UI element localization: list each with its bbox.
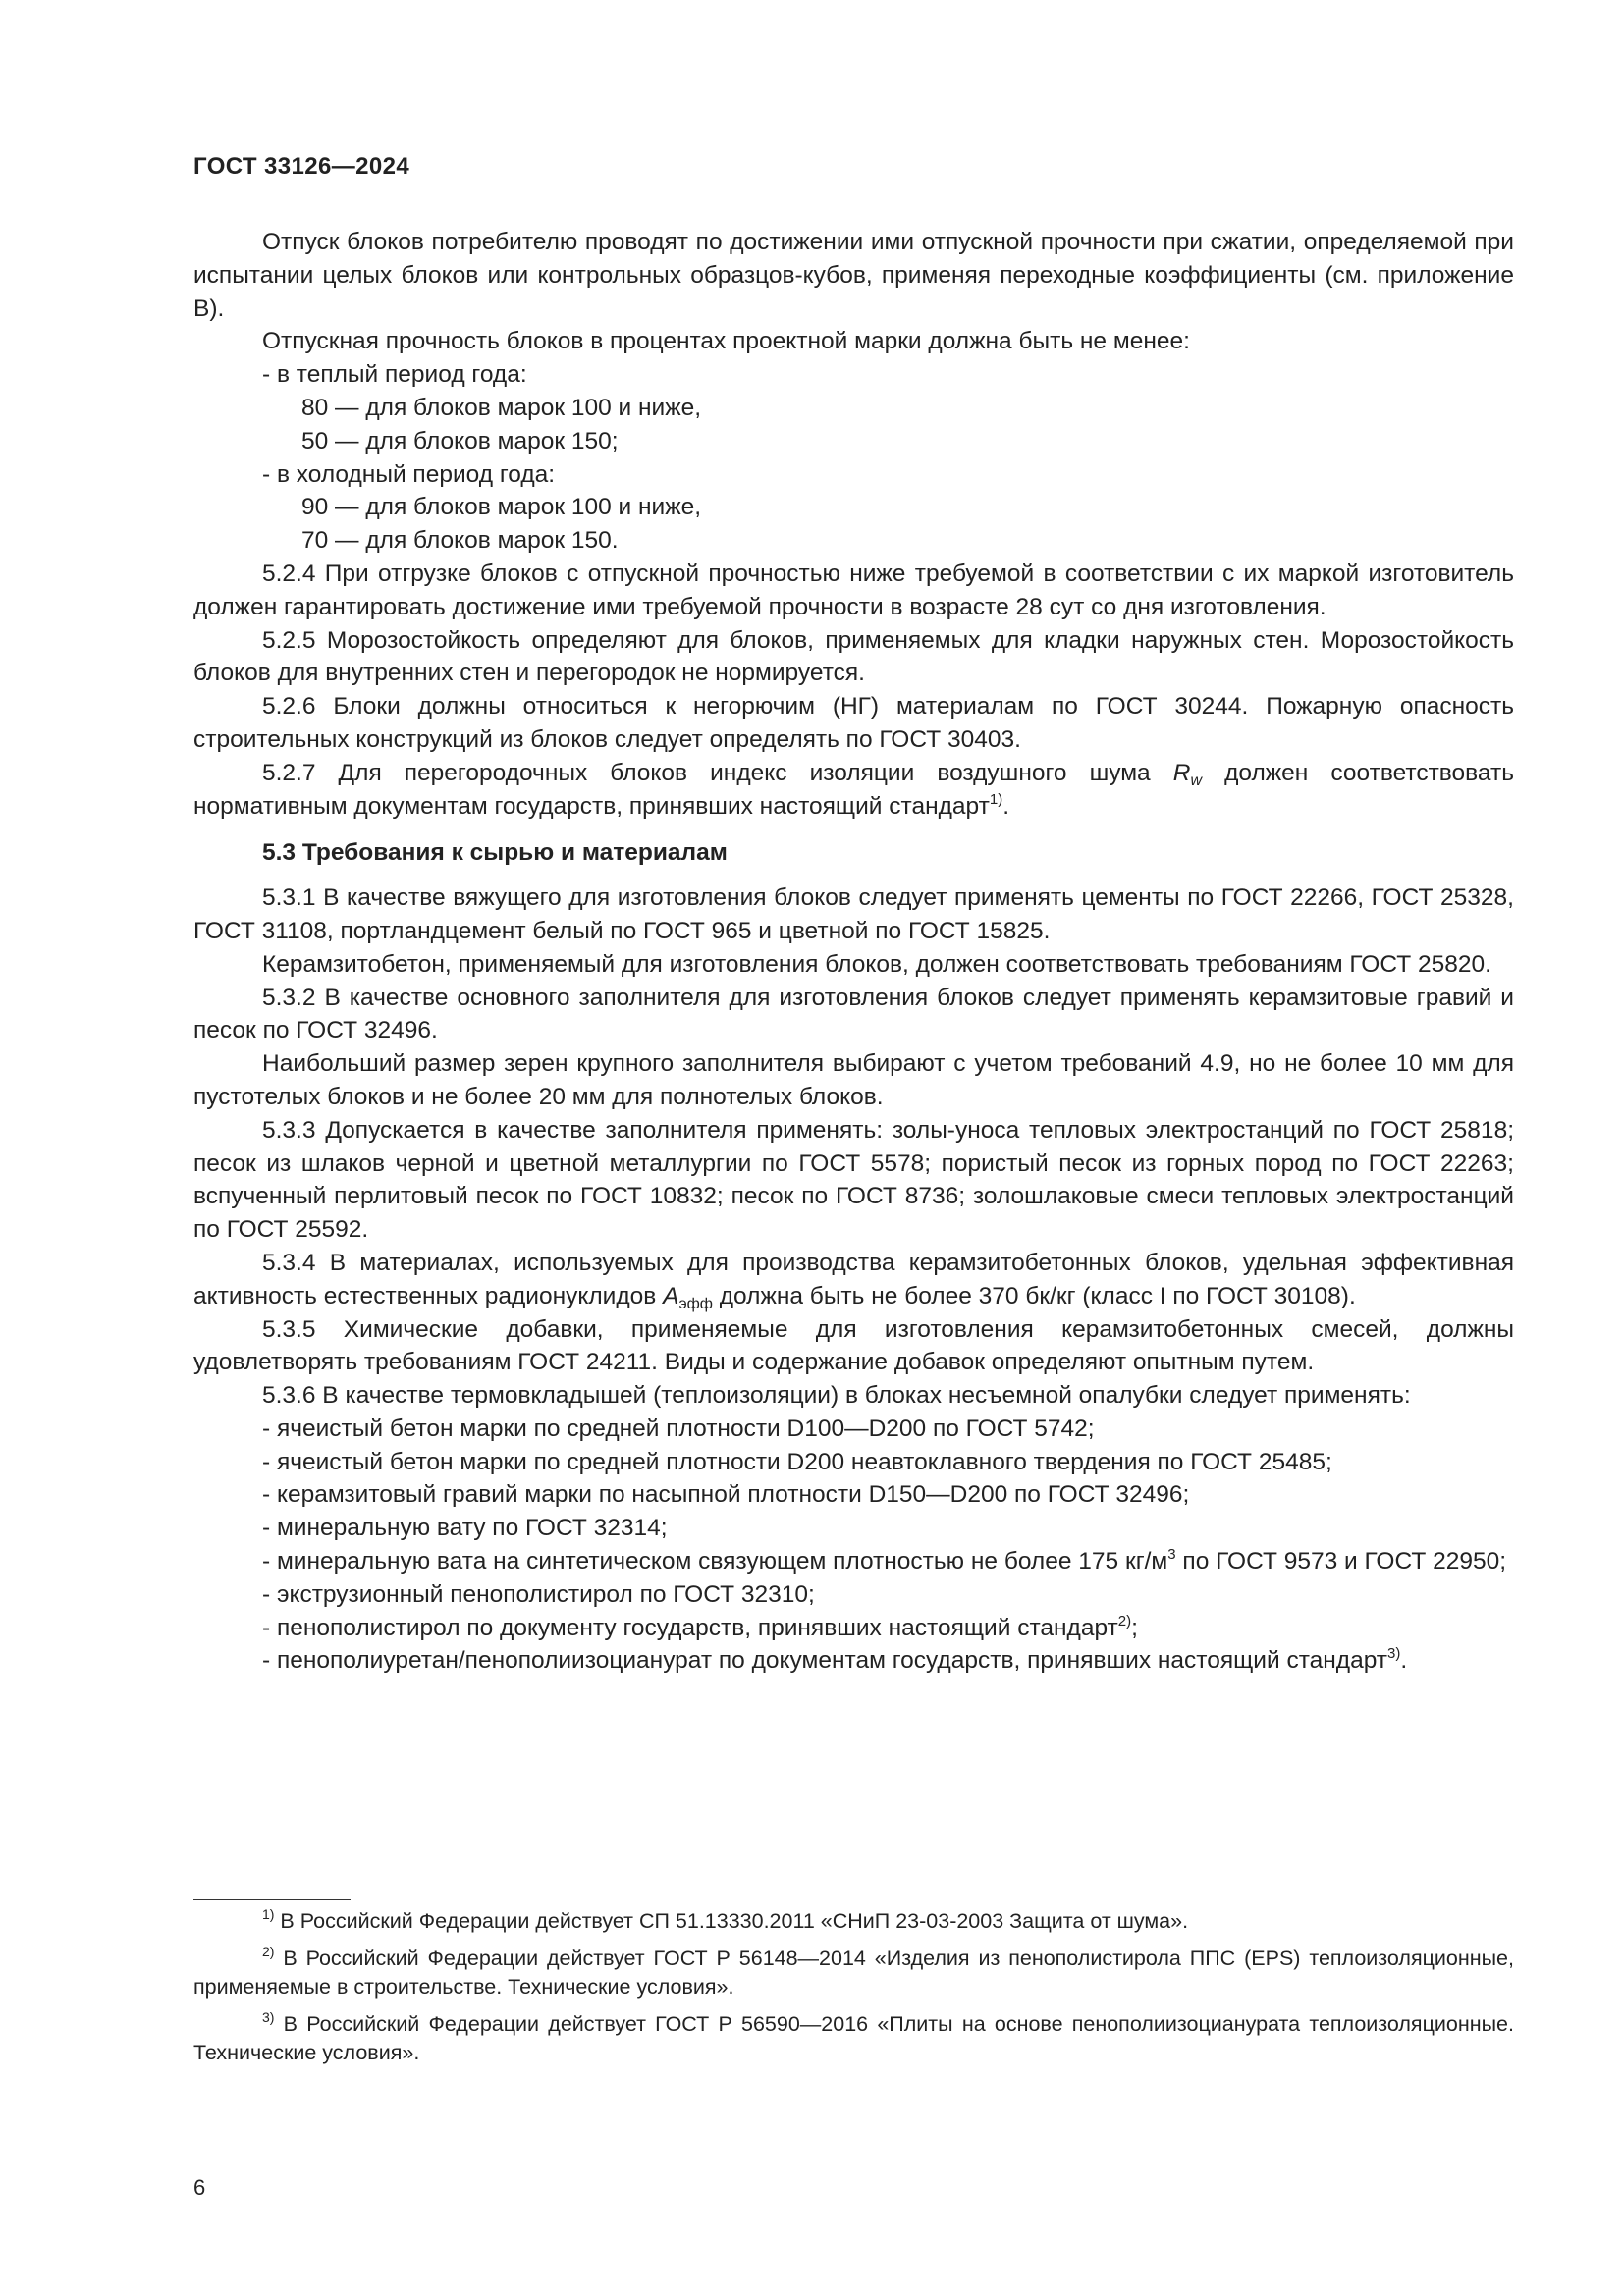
clause-5-2-4: 5.2.4 При отгрузке блоков с отпускной прочностью ниже требуемой в соответствии с их маркой изготовитель должен гарантировать достижение ими требуемой прочности в возрасте 28 сут со дня изготовления. [193,560,1514,620]
paragraph-release: Отпуск блоков потребителю проводят по достижении ими отпускной прочности при сжатии, определяемой при испытании целых блоков или контрольных образцов-кубов, применяя переходные коэффициенты (см. приложение В). [193,229,1514,322]
clause-text: 5.3.4 В материалах, используемых для производства керамзитобетонных блоков, удельная эффективная активность естественных радионуклидов [193,1249,1514,1309]
variable-subscript: w [1190,772,1203,789]
list-item: - ячеистый бетон марки по средней плотности D100—D200 по ГОСТ 5742; [262,1415,1095,1442]
list-item: - ячеистый бетон марки по средней плотности D200 неавтоклавного твердения по ГОСТ 25485; [262,1448,1332,1475]
list-item [193,1644,1514,1678]
document-body [193,226,1514,1678]
footnote-mark: 3) [262,2009,275,2025]
list-item-text: - пенополистирол по документу государств, принявших настоящий стандарт [262,1614,1118,1641]
clause-5-2-6: 5.2.6 Блоки должны относиться к негорючим (НГ) материалам по ГОСТ 30244. Пожарную опасность строительных конструкций из блоков следует определять по ГОСТ 30403. [193,693,1514,753]
list-item-text: по ГОСТ 9573 и ГОСТ 22950; [1175,1548,1507,1575]
variable-subscript: эфф [678,1295,713,1312]
list-item: - минеральную вату по ГОСТ 32314; [262,1515,668,1542]
list-item-text: ; [1131,1614,1138,1641]
footnote-1 [193,1907,1514,1936]
clause-5-2-5: 5.2.5 Морозостойкость определяют для блоков, применяемых для кладки наружных стен. Морозостойкость блоков для внутренних стен и перегородок не нормируется. [193,626,1514,687]
clause-5-2-7 [193,757,1514,824]
list-subitem: 90 — для блоков марок 100 и ниже, [301,494,702,521]
list-subitem: 50 — для блоков марок 150; [301,427,619,454]
paragraph-grain-size: Наибольший размер зерен крупного заполнителя выбирают с учетом требований 4.9, но не более 10 мм для пустотелых блоков и не более 20 мм для полнотелых блоков. [193,1050,1514,1110]
list-item-text: . [1400,1647,1408,1675]
clause-text: должна быть не более 370 бк/кг (класс I по ГОСТ 30108). [712,1282,1356,1309]
section-heading-5-3: 5.3 Требования к сырью и материалам [262,839,728,867]
list-item-warm-period: - в теплый период года: [262,361,527,389]
footnote-ref-2[interactable]: 2) [1117,1612,1132,1629]
footnote-mark: 2) [262,1944,275,1959]
clause-5-3-1: 5.3.1 В качестве вяжущего для изготовления блоков следует применять цементы по ГОСТ 22266, ГОСТ 25328, ГОСТ 31108, портландцемент белый по ГОСТ 965 и цветной по ГОСТ 15825. [193,884,1514,944]
list-item-text: - минеральную вата на синтетическом связующем плотностью не более 175 кг/м [262,1548,1168,1575]
footnotes [193,1907,1514,2076]
clause-text: должен соответствовать нормативным документам государств, принявших настоящий стандарт [193,759,1514,820]
clause-5-3-5: 5.3.5 Химические добавки, применяемые для изготовления керамзитобетонных смесей, должны удовлетворять требованиям ГОСТ 24211. Виды и содержание добавок определяют опытным путем. [193,1315,1514,1376]
clause-5-3-3: 5.3.3 Допускается в качестве заполнителя применять: золы-уноса тепловых электростанций по ГОСТ 25818; песок из шлаков черной и цветной металлургии по ГОСТ 5578; пористый песок из горных пород по ГОСТ 22263; вспученный перлитовый песок по ГОСТ 10832; песок по ГОСТ 8736; золошлаковые смеси тепловых электростанций по ГОСТ 25592. [193,1116,1514,1244]
footnote-2 [193,1945,1514,2002]
list-item-cold-period: - в холодный период года: [262,460,556,488]
list-item [193,1545,1514,1578]
clause-5-3-2: 5.3.2 В качестве основного заполнителя для изготовления блоков следует применять керамзитовые гравий и песок по ГОСТ 32496. [193,984,1514,1044]
clause-text: 5.2.7 Для перегородочных блоков индекс изоляции воздушного шума [262,759,1173,786]
footnote-mark: 1) [262,1906,275,1922]
list-item: - керамзитовый гравий марки по насыпной плотности D150—D200 по ГОСТ 32496; [262,1481,1190,1509]
clause-5-3-4 [193,1247,1514,1313]
variable-a: A [663,1282,679,1309]
footnote-text: В Российский Федерации действует СП 51.13330.2011 «СНиП 23-03-2003 Защита от шума». [274,1909,1189,1933]
page-number: 6 [193,2175,206,2200]
footnote-ref-3[interactable]: 3) [1387,1645,1401,1663]
paragraph-release-strength: Отпускная прочность блоков в процентах проектной марки должна быть не менее: [262,328,1190,355]
list-subitem: 80 — для блоков марок 100 и ниже, [301,394,702,421]
superscript: 3 [1167,1546,1176,1564]
variable-r: R [1172,759,1191,786]
list-item: - экструзионный пенополистирол по ГОСТ 32310; [262,1580,815,1608]
clause-5-3-6: 5.3.6 В качестве термовкладышей (теплоизоляции) в блоках несъемной опалубки следует применять: [262,1382,1411,1410]
list-item-text: - пенополиуретан/пенополиизоцианурат по документам государств, принявших настоящий стандарт [262,1647,1388,1675]
footnote-ref-1[interactable]: 1) [989,790,1003,808]
footnote-3 [193,2010,1514,2067]
footnote-divider [193,1899,351,1900]
list-subitem: 70 — для блоков марок 150. [301,527,619,555]
footnote-text: В Российский Федерации действует ГОСТ Р 56590—2016 «Плиты на основе пенополиизоцианурата теплоизоляционные. Технические условия». [193,2012,1514,2064]
document-header: ГОСТ 33126—2024 [193,153,410,180]
clause-text: . [1002,792,1010,820]
footnote-text: В Российский Федерации действует ГОСТ Р 56148—2014 «Изделия из пенополистирола ППС (EPS) теплоизоляционные, применяемые в строительстве. Технические условия». [193,1947,1514,1999]
list-item [193,1612,1514,1645]
paragraph-keramzitobeton: Керамзитобетон, применяемый для изготовления блоков, должен соответствовать требованиям ГОСТ 25820. [262,950,1491,978]
